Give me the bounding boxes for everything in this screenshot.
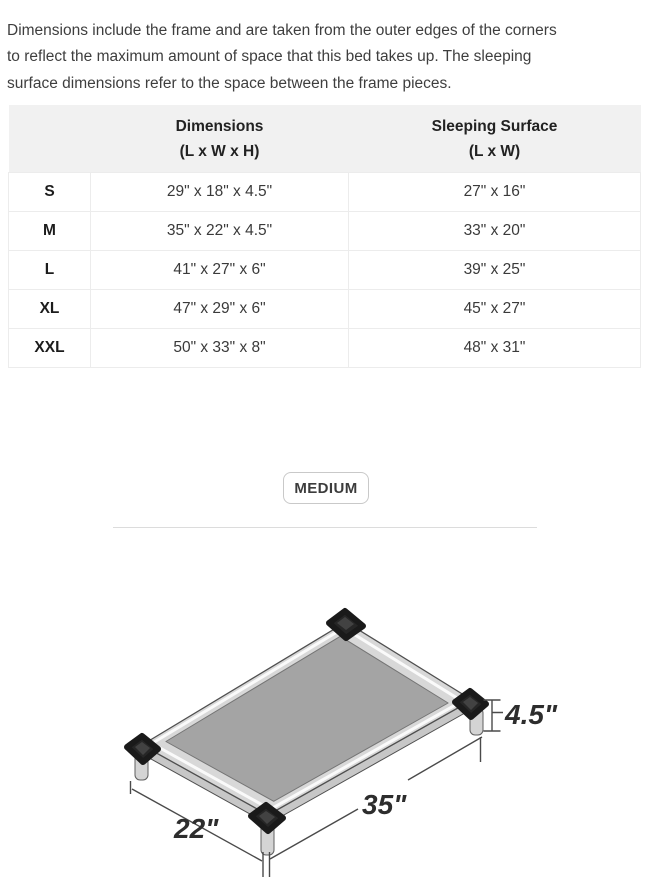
size-selector-medium-button[interactable]: MEDIUM [283, 472, 369, 504]
sleeping-surface-column-header: Sleeping Surface (L x W) [349, 105, 641, 173]
intro-text [7, 18, 647, 98]
table-row [9, 290, 641, 329]
size-table [8, 105, 641, 368]
intro-line: to reflect the maximum amount of space that this bed takes up. The sleeping [7, 48, 532, 66]
surface-value: 27" x 16" [349, 173, 641, 212]
table-row [9, 173, 641, 212]
dimensions-value: 41" x 27" x 6" [91, 251, 349, 290]
intro-line: surface dimensions refer to the space between the frame pieces. [7, 74, 452, 92]
dimensions-column-header: Dimensions (L x W x H) [91, 105, 349, 173]
table-row [9, 251, 641, 290]
size-label: L [9, 251, 91, 290]
dimensions-value: 29" x 18" x 4.5" [91, 173, 349, 212]
table-row [9, 212, 641, 251]
dimensions-value: 50" x 33" x 8" [91, 329, 349, 368]
dimensions-value: 35" x 22" x 4.5" [91, 212, 349, 251]
intro-line: Dimensions include the frame and are taken from the outer edges of the corners [7, 21, 557, 39]
width-dimension-label: 22" [174, 813, 219, 844]
surface-value: 45" x 27" [349, 290, 641, 329]
height-dimension-label: 4.5" [505, 699, 558, 730]
front-witness-lines [263, 852, 270, 877]
size-label: M [9, 212, 91, 251]
surface-value: 48" x 31" [349, 329, 641, 368]
length-dimension-label: 35" [362, 789, 407, 820]
size-label: S [9, 173, 91, 212]
section-divider [113, 527, 537, 528]
surface-value: 39" x 25" [349, 251, 641, 290]
surface-value: 33" x 20" [349, 212, 641, 251]
size-label: XL [9, 290, 91, 329]
size-label: XXL [9, 329, 91, 368]
bed-diagram [0, 540, 649, 879]
size-column-header [9, 105, 91, 173]
table-row [9, 329, 641, 368]
dimensions-value: 47" x 29" x 6" [91, 290, 349, 329]
table-header-row [9, 105, 641, 173]
